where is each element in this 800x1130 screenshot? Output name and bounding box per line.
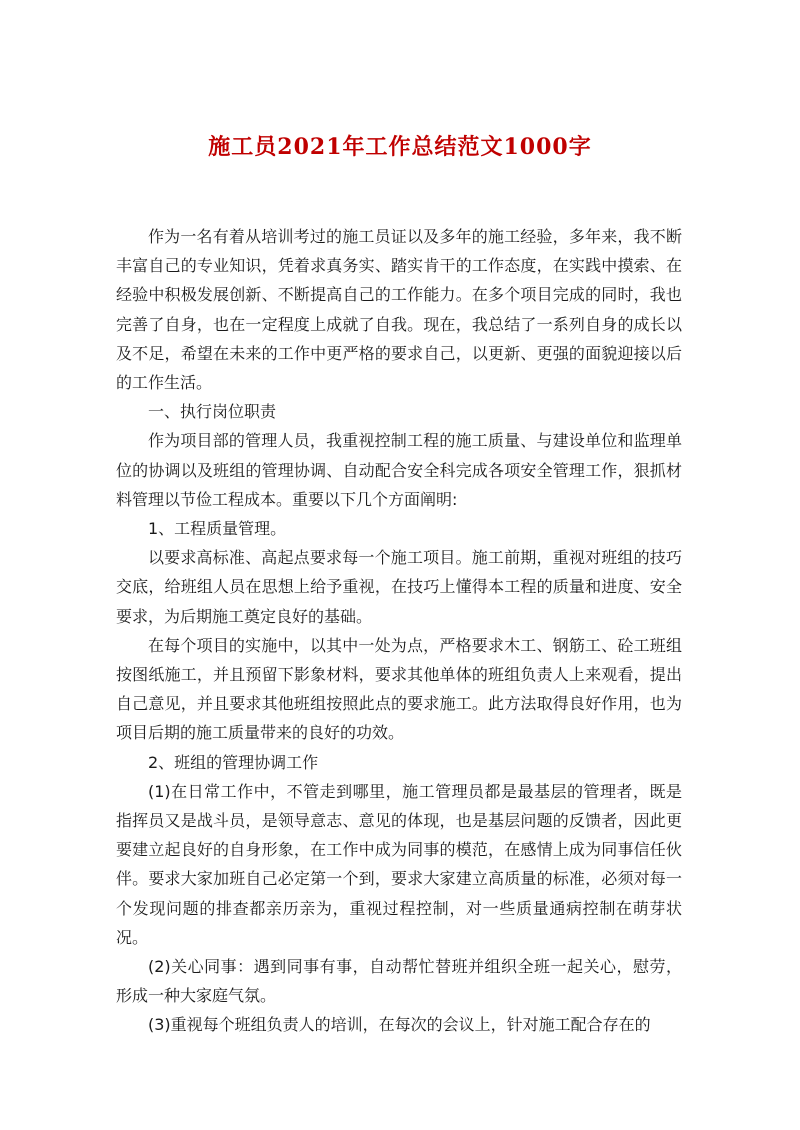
document-title: 施工员2021年工作总结范文1000字 <box>208 134 592 160</box>
paragraph-quality-implementation: 在每个项目的实施中，以其中一处为点，严格要求木工、钢筋工、砼工班组按图纸施工，并且预留下影象材料，要求其他单体的班组负责人上来观看，提出自己意见，并且要求其他班组按照此点的要求施工。此方法取得良好作用，也为项目后期的施工质量带来的良好的功效。 <box>116 635 682 743</box>
subheading-team-coordination: 2、班组的管理协调工作 <box>148 752 319 772</box>
list-item-1: (1)在日常工作中，不管走到哪里，施工管理员都是最基层的管理者，既是指挥员又是战斗员，是领导意志、意见的体现，也是基层问题的反馈者，因此更要建立起良好的自身形象，在工作中成为同事的模范，在感情上成为同事信任伙伴。要求大家加班自己必定第一个到，要求大家建立高质量的标准，必须对每一个发现问题的排查都亲历亲为，重视过程控制，对一些质量通病控制在萌芽状况。 <box>116 781 682 947</box>
document-body <box>116 222 682 1040</box>
list-item-3: (3)重视每个班组负责人的培训，在每次的会议上，针对施工配合存在的 <box>148 1015 651 1035</box>
paragraph-intro: 作为一名有着从培训考过的施工员证以及多年的施工经验，多年来，我不断丰富自己的专业知识，凭着求真务实、踏实肯干的工作态度，在实践中摸索、在经验中积极发展创新、不断提高自己的工作能力。在多个项目完成的同时，我也完善了自身，也在一定程度上成就了自我。现在，我总结了一系列自身的成长以及不足，希望在未来的工作中更严格的要求自己，以更新、更强的面貌迎接以后的工作生活。 <box>116 227 682 393</box>
section-heading-duties: 一、执行岗位职责 <box>148 402 277 422</box>
paragraph-duties: 作为项目部的管理人员，我重视控制工程的施工质量、与建设单位和监理单位的协调以及班组的管理协调、自动配合安全科完成各项安全管理工作，狠抓材料管理以节俭工程成本。重要以下几个方面阐明: <box>116 431 682 509</box>
list-item-2: (2)关心同事：遇到同事有事，自动帮忙替班并组织全班一起关心，慰劳，形成一种大家庭气氛。 <box>116 957 682 1006</box>
subheading-quality-management: 1、工程质量管理。 <box>148 519 287 539</box>
paragraph-quality-standards: 以要求高标准、高起点要求每一个施工项目。施工前期，重视对班组的技巧交底，给班组人员在思想上给予重视，在技巧上懂得本工程的质量和进度、安全要求，为后期施工奠定良好的基础。 <box>116 548 682 626</box>
